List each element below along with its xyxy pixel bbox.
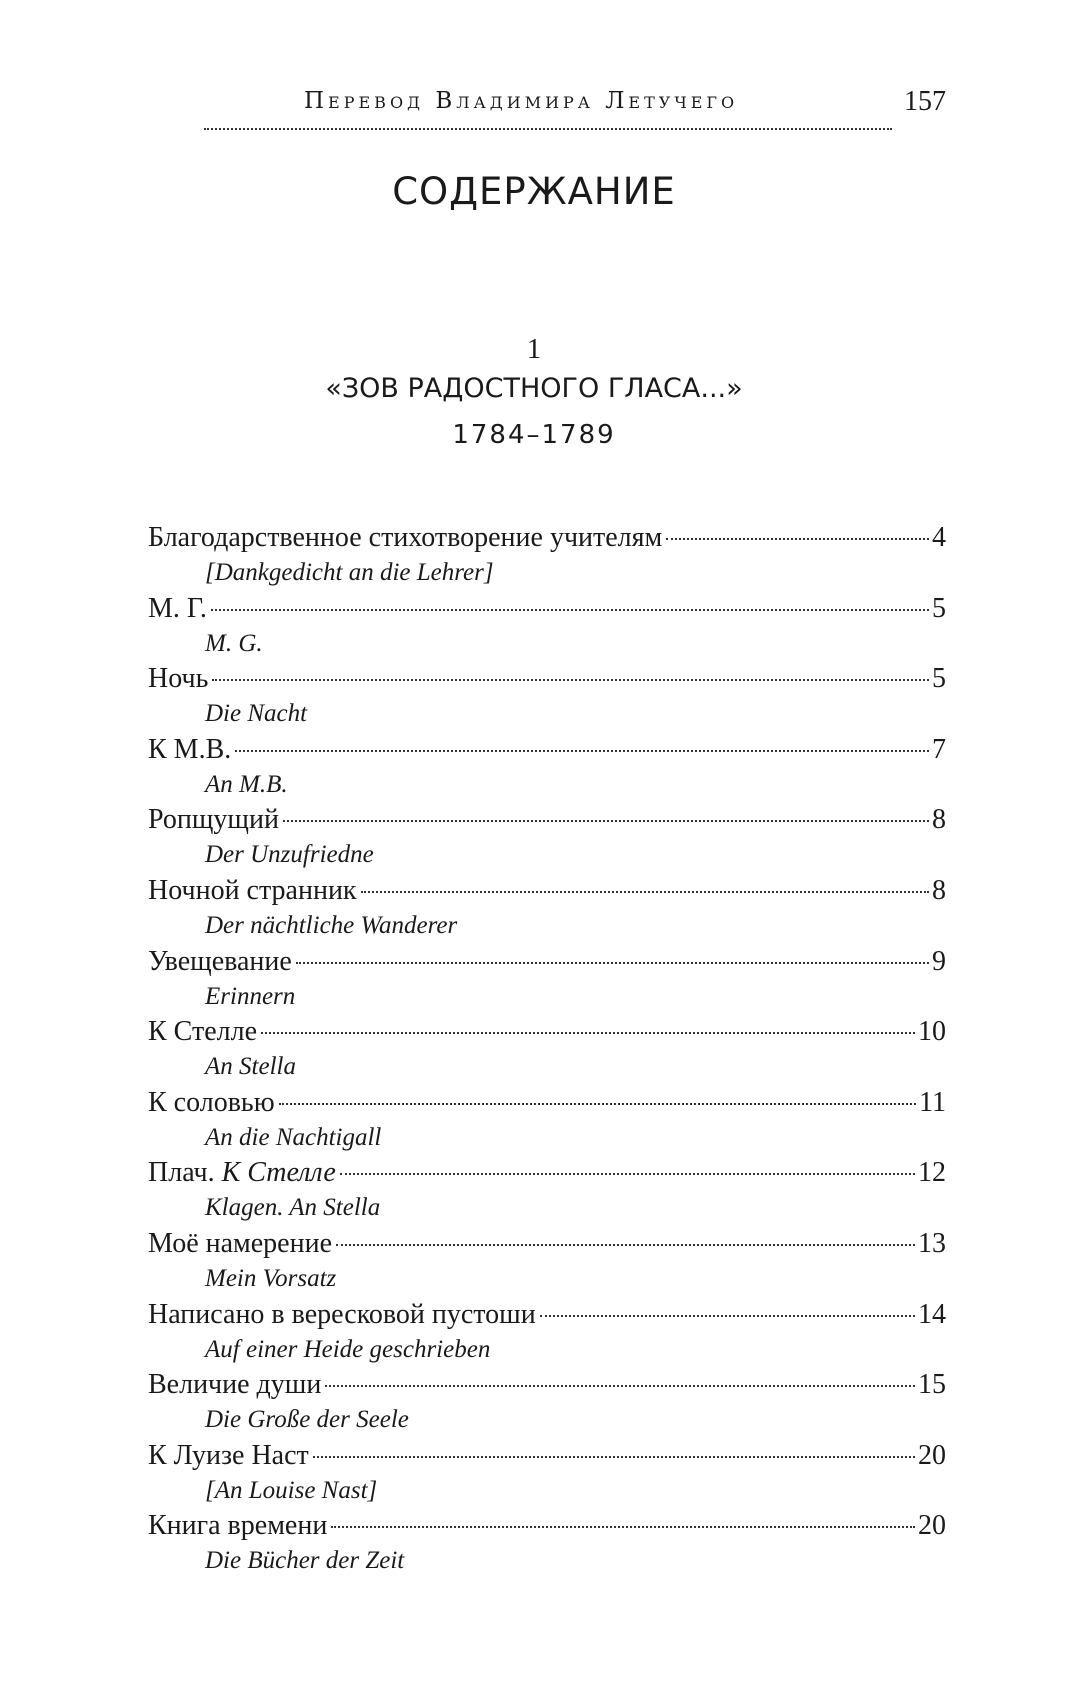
toc-entry-title-text: М. Г. — [148, 592, 207, 624]
toc-entry-title-text: К Стелле — [148, 1016, 258, 1048]
toc-entry-original-title: Der nächtliche Wanderer — [205, 911, 458, 939]
toc-entry-title — [148, 1508, 327, 1544]
toc-entry-line — [148, 1367, 946, 1403]
dotted-leader — [261, 1032, 915, 1034]
toc-entry — [148, 873, 946, 944]
toc-entry-page: 20 — [918, 1439, 946, 1471]
toc-entry-line — [148, 1155, 946, 1191]
toc-entry-line — [148, 1085, 946, 1121]
toc-entry-title — [148, 873, 357, 909]
toc-entry-original-title: Mein Vorsatz — [205, 1264, 337, 1292]
toc-entry-page: 11 — [919, 1086, 946, 1118]
toc-entry-title-text: К М.В. — [148, 733, 232, 765]
toc-entry-original-title: Der Unzufriedne — [205, 841, 374, 869]
header-dotted-rule — [204, 128, 892, 130]
toc-entry-original-title: An M.B. — [205, 770, 288, 798]
toc-entry-title — [148, 1014, 257, 1050]
section-years: 1784–1789 — [452, 420, 616, 450]
table-of-contents — [148, 520, 946, 1579]
toc-entry-title — [148, 944, 292, 980]
toc-entry-original-title: M. G. — [205, 629, 263, 657]
section-title: «ЗОВ РАДОСТНОГО ГЛАСА...» — [325, 373, 743, 404]
toc-entry — [148, 591, 946, 662]
toc-entry-line — [148, 732, 946, 768]
toc-entry — [148, 1438, 946, 1509]
dotted-leader — [540, 1315, 915, 1317]
toc-entry-page: 14 — [918, 1298, 946, 1330]
dotted-leader — [279, 1103, 916, 1105]
toc-entry-title-text: Моё намерение — [148, 1227, 333, 1259]
running-head — [204, 86, 946, 126]
toc-entry-title-text: Ночь — [148, 663, 209, 695]
dotted-leader — [313, 1456, 915, 1458]
toc-entry-title — [148, 1226, 332, 1262]
toc-entry-line — [148, 591, 946, 627]
dotted-leader — [336, 1244, 915, 1246]
page-number: 157 — [904, 86, 946, 117]
dotted-leader — [235, 750, 929, 752]
toc-entry-line — [148, 1297, 946, 1333]
dotted-leader — [211, 609, 929, 611]
toc-entry-title — [148, 591, 207, 627]
toc-entry-page: 8 — [932, 874, 946, 906]
dotted-leader — [331, 1526, 915, 1528]
toc-entry-page: 20 — [918, 1510, 946, 1542]
toc-entry-title — [148, 1155, 336, 1191]
toc-entry-title — [148, 520, 662, 556]
toc-entry-original-title: Klagen. An Stella — [205, 1194, 381, 1222]
toc-entry-title — [148, 1438, 309, 1474]
toc-entry-page: 5 — [932, 592, 946, 624]
dotted-leader — [666, 538, 929, 540]
toc-entry — [148, 944, 946, 1015]
toc-entry — [148, 661, 946, 732]
toc-entry-page: 9 — [932, 945, 946, 977]
dotted-leader — [296, 962, 929, 964]
toc-entry-original-title: Die Große der Seele — [205, 1406, 409, 1434]
toc-entry-page: 10 — [918, 1016, 946, 1048]
toc-entry — [148, 732, 946, 803]
toc-entry-title — [148, 1297, 536, 1333]
toc-entry-line — [148, 1014, 946, 1050]
toc-entry-line — [148, 944, 946, 980]
toc-entry-original-title: Auf einer Heide geschrieben — [205, 1335, 491, 1363]
toc-entry-original-title: An Stella — [205, 1053, 296, 1081]
toc-entry — [148, 1014, 946, 1085]
toc-entry-page: 5 — [932, 663, 946, 695]
toc-entry-original-title: Die Bücher der Zeit — [205, 1547, 405, 1575]
toc-entry-original-title: Erinnern — [205, 982, 296, 1010]
toc-entry-page: 4 — [932, 522, 946, 553]
dotted-leader — [361, 891, 929, 893]
toc-entry-page: 13 — [918, 1227, 946, 1259]
toc-entry-title-text: Плач. — [148, 1157, 222, 1189]
section-number: 1 — [526, 333, 542, 365]
toc-entry-line — [148, 520, 946, 556]
toc-entry — [148, 802, 946, 873]
toc-entry-line — [148, 1226, 946, 1262]
toc-entry — [148, 1508, 946, 1579]
toc-entry-line — [148, 661, 946, 697]
dotted-leader — [283, 820, 929, 822]
toc-entry — [148, 520, 946, 591]
page-title: СОДЕРЖАНИЕ — [392, 170, 676, 213]
toc-entry — [148, 1155, 946, 1226]
toc-entry-original-title: An die Nachtigall — [205, 1123, 382, 1151]
toc-entry-original-title: Die Nacht — [205, 700, 308, 728]
toc-entry-title — [148, 802, 279, 838]
toc-entry-page: 12 — [918, 1157, 946, 1189]
toc-entry — [148, 1297, 946, 1368]
toc-entry-title-text: К соловью — [148, 1086, 275, 1118]
toc-entry-title-text: Книга времени — [148, 1510, 328, 1542]
toc-entry-line — [148, 1438, 946, 1474]
toc-entry-title — [148, 661, 208, 697]
toc-entry-line — [148, 1508, 946, 1544]
toc-entry-page: 15 — [918, 1369, 946, 1401]
dotted-leader — [340, 1173, 915, 1175]
toc-entry-line — [148, 802, 946, 838]
dotted-leader — [325, 1385, 915, 1387]
toc-entry-title-text: Ропщущий — [148, 804, 279, 836]
toc-entry-title — [148, 732, 231, 768]
toc-entry-title-text: Написано в вересковой пустоши — [148, 1298, 536, 1330]
toc-entry-title-text: Ночной странник — [148, 874, 357, 906]
toc-entry — [148, 1085, 946, 1156]
toc-entry-title-text: Увещевание — [148, 945, 292, 977]
toc-entry — [148, 1367, 946, 1438]
dotted-leader — [212, 679, 929, 681]
toc-entry-page: 7 — [932, 733, 946, 765]
toc-entry — [148, 1226, 946, 1297]
toc-entry-page: 8 — [932, 804, 946, 836]
toc-entry-title — [148, 1085, 275, 1121]
toc-entry-original-title: [An Louise Nast] — [205, 1476, 378, 1504]
running-head-title: Перевод Владимира Летучего — [304, 88, 739, 114]
toc-entry-title-text: Благодарственное стихотворение учителям — [148, 522, 663, 553]
toc-entry-original-title: [Dankgedicht an die Lehrer] — [205, 559, 494, 586]
toc-entry-title — [148, 1367, 321, 1403]
toc-entry-line — [148, 873, 946, 909]
toc-entry-title-text: К Луизе Наст — [148, 1439, 309, 1471]
toc-entry-title-text: Величие души — [148, 1369, 322, 1401]
toc-entry-title-italic: К Стелле — [221, 1157, 336, 1189]
